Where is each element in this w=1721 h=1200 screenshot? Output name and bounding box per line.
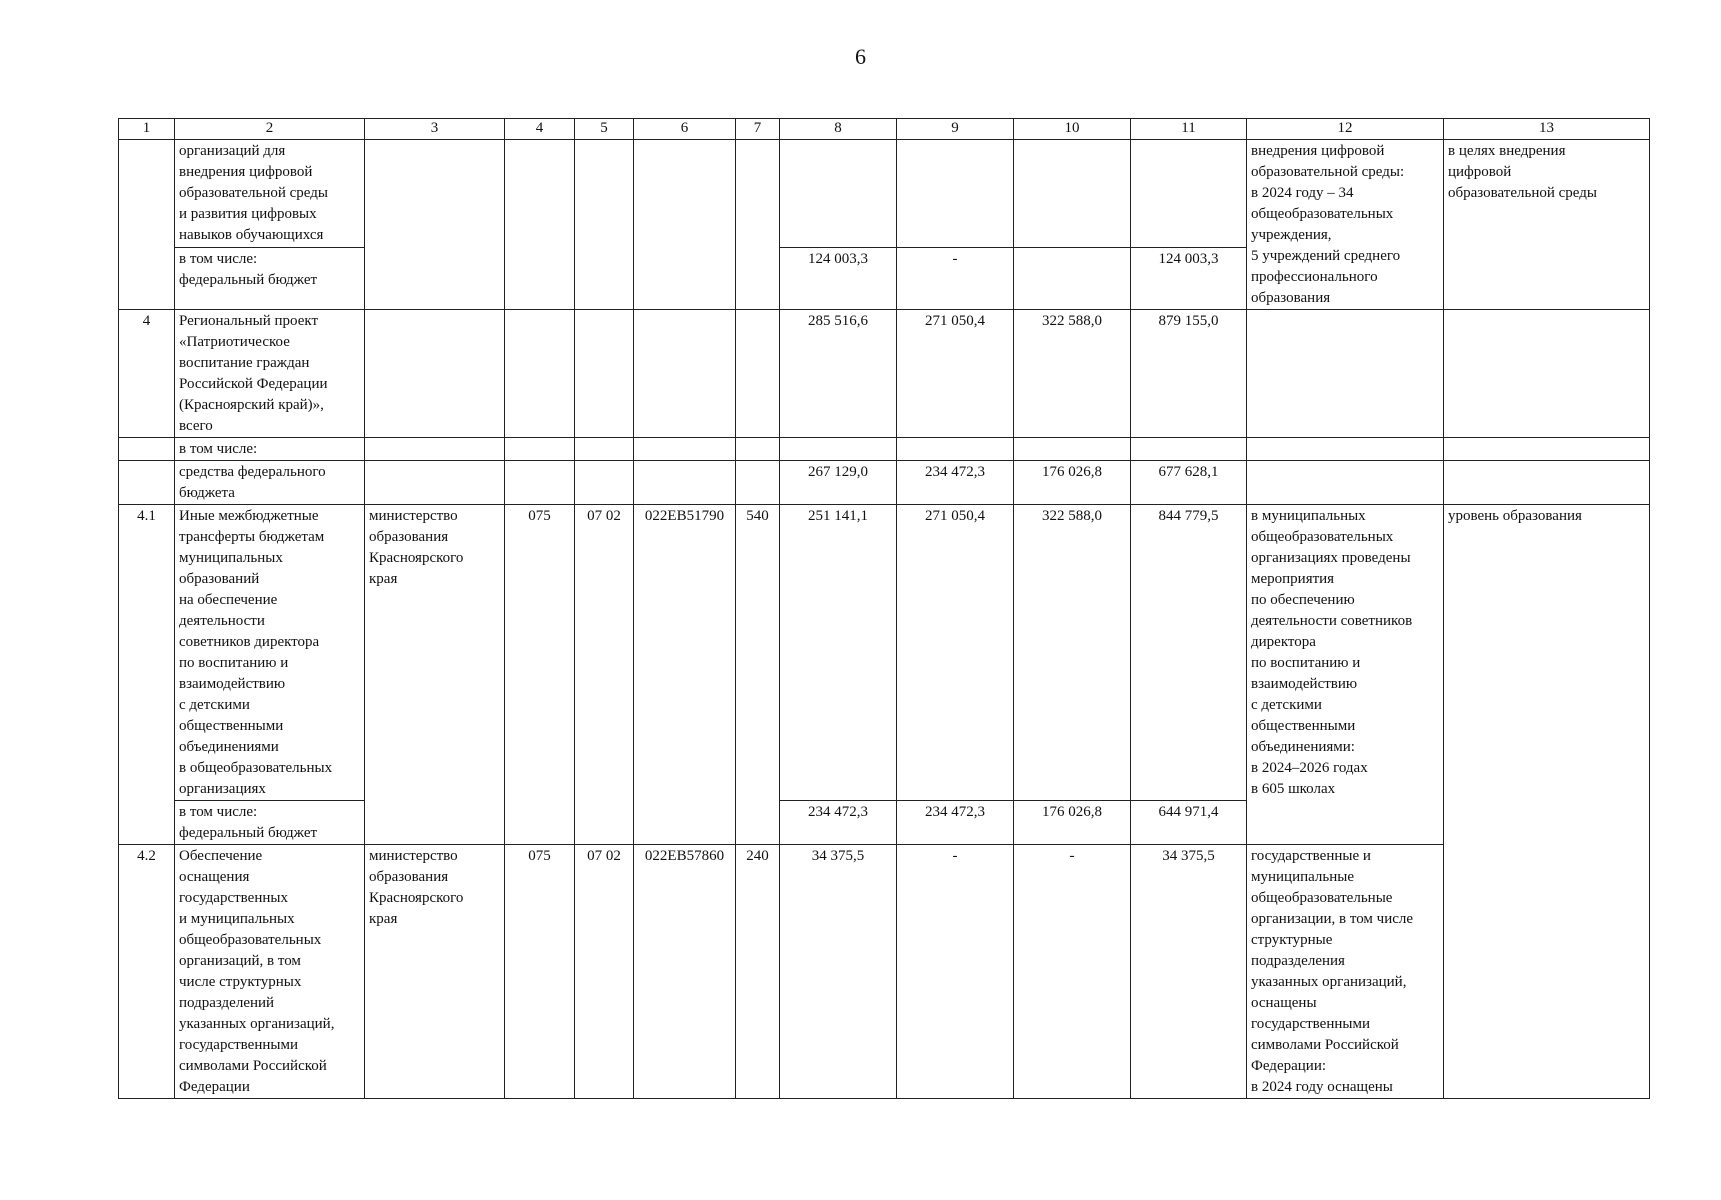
col-header-10: 10	[1014, 119, 1131, 140]
col-header-8: 8	[780, 119, 897, 140]
grbs-cell: 075	[505, 845, 575, 1099]
amount-2026-cell	[1014, 247, 1131, 309]
grbs-cell	[505, 310, 575, 438]
result-cell	[1247, 310, 1444, 438]
amount-2026-cell	[1014, 438, 1131, 461]
item-name-cell: Иные межбюджетные трансферты бюджетам муниципальных образований на обеспечение деятельности советников директора по воспитанию и взаимодействию с детскими общественными объединениями в общеобразовательных организациях	[175, 505, 365, 801]
col-header-13: 13	[1444, 119, 1650, 140]
amount-2024-cell: 34 375,5	[780, 845, 897, 1099]
amount-2025-cell: -	[897, 845, 1014, 1099]
csr-cell	[634, 310, 736, 438]
page-number: 6	[855, 44, 866, 69]
amount-total-cell: 677 628,1	[1131, 461, 1247, 505]
col-header-11: 11	[1131, 119, 1247, 140]
amount-2024-cell: 285 516,6	[780, 310, 897, 438]
purpose-cell	[1444, 461, 1650, 505]
table-row	[119, 845, 1650, 1099]
col-header-1: 1	[119, 119, 175, 140]
table-row	[119, 461, 1650, 505]
vr-cell	[736, 140, 780, 310]
amount-2026-cell: 176 026,8	[1014, 461, 1131, 505]
amount-2026-cell: 322 588,0	[1014, 505, 1131, 801]
responsible-cell	[365, 310, 505, 438]
row-number-cell	[119, 140, 175, 310]
grbs-cell	[505, 461, 575, 505]
rzpr-cell	[575, 461, 634, 505]
table-row	[119, 505, 1650, 801]
amount-total-cell	[1131, 438, 1247, 461]
result-cell	[1247, 461, 1444, 505]
amount-2024-cell	[780, 140, 897, 248]
col-header-12: 12	[1247, 119, 1444, 140]
rzpr-cell: 07 02	[575, 845, 634, 1099]
row-number-cell: 4.1	[119, 505, 175, 845]
result-cell: в муниципальных общеобразовательных организациях проведены мероприятия по обеспечению деятельности советников директора по воспитанию и взаимодействию с детскими общественными объединениями: в 2024–2026 годах в 605 школах	[1247, 505, 1444, 845]
amount-2024-cell: 251 141,1	[780, 505, 897, 801]
item-name-cell: Региональный проект «Патриотическое воспитание граждан Российской Федерации (Красноярский край)», всего	[175, 310, 365, 438]
column-number-row	[119, 119, 1650, 140]
rzpr-cell	[575, 140, 634, 310]
purpose-cell	[1444, 310, 1650, 438]
col-header-9: 9	[897, 119, 1014, 140]
csr-cell	[634, 438, 736, 461]
responsible-cell: министерство образования Красноярского края	[365, 505, 505, 845]
amount-2026-cell: 322 588,0	[1014, 310, 1131, 438]
amount-2026-cell: -	[1014, 845, 1131, 1099]
amount-total-cell	[1131, 140, 1247, 248]
item-name-cell: организаций для внедрения цифровой образовательной среды и развития цифровых навыков обучающихся	[175, 140, 365, 248]
result-cell: внедрения цифровой образовательной среды: в 2024 году – 34 общеобразовательных учреждения, 5 учреждений среднего профессионального образования	[1247, 140, 1444, 310]
purpose-cell	[1444, 438, 1650, 461]
vr-cell: 240	[736, 845, 780, 1099]
responsible-cell	[365, 140, 505, 310]
csr-cell	[634, 140, 736, 310]
amount-2026-cell: 176 026,8	[1014, 801, 1131, 845]
row-number-cell: 4	[119, 310, 175, 438]
result-cell: государственные и муниципальные общеобразовательные организации, в том числе структурные подразделения указанных организаций, оснащены государственными символами Российской Федерации: в 2024 году оснащены	[1247, 845, 1444, 1099]
amount-2024-cell: 267 129,0	[780, 461, 897, 505]
col-header-5: 5	[575, 119, 634, 140]
grbs-cell	[505, 438, 575, 461]
budget-table	[118, 118, 1650, 1099]
grbs-cell: 075	[505, 505, 575, 845]
rzpr-cell	[575, 310, 634, 438]
grbs-cell	[505, 140, 575, 310]
amount-2025-cell: 271 050,4	[897, 310, 1014, 438]
rzpr-cell: 07 02	[575, 505, 634, 845]
rzpr-cell	[575, 438, 634, 461]
amount-2025-cell	[897, 438, 1014, 461]
responsible-cell: министерство образования Красноярского края	[365, 845, 505, 1099]
vr-cell	[736, 310, 780, 438]
vr-cell: 540	[736, 505, 780, 845]
responsible-cell	[365, 438, 505, 461]
amount-2025-cell	[897, 140, 1014, 248]
responsible-cell	[365, 461, 505, 505]
amount-total-cell: 879 155,0	[1131, 310, 1247, 438]
amount-2025-cell: 234 472,3	[897, 461, 1014, 505]
purpose-cell: уровень образования	[1444, 505, 1650, 1099]
item-name-cell: средства федерального бюджета	[175, 461, 365, 505]
item-name-cell: в том числе: федеральный бюджет	[175, 247, 365, 309]
table-row	[119, 140, 1650, 248]
amount-2026-cell	[1014, 140, 1131, 248]
amount-2024-cell: 234 472,3	[780, 801, 897, 845]
amount-2024-cell: 124 003,3	[780, 247, 897, 309]
amount-2024-cell	[780, 438, 897, 461]
row-number-cell: 4.2	[119, 845, 175, 1099]
amount-total-cell: 34 375,5	[1131, 845, 1247, 1099]
vr-cell	[736, 438, 780, 461]
col-header-3: 3	[365, 119, 505, 140]
csr-cell	[634, 461, 736, 505]
table-row	[119, 310, 1650, 438]
row-number-cell	[119, 438, 175, 461]
csr-cell: 022EB51790	[634, 505, 736, 845]
row-number-cell	[119, 461, 175, 505]
result-cell	[1247, 438, 1444, 461]
item-name-cell: в том числе:	[175, 438, 365, 461]
csr-cell: 022EB57860	[634, 845, 736, 1099]
amount-total-cell: 644 971,4	[1131, 801, 1247, 845]
amount-2025-cell: 234 472,3	[897, 801, 1014, 845]
amount-2025-cell: -	[897, 247, 1014, 309]
col-header-2: 2	[175, 119, 365, 140]
col-header-7: 7	[736, 119, 780, 140]
vr-cell	[736, 461, 780, 505]
item-name-cell: Обеспечение оснащения государственных и муниципальных общеобразовательных организаций, в том числе структурных подразделений указанных организаций, государственными символами Российской Федерации	[175, 845, 365, 1099]
purpose-cell: в целях внедрения цифровой образовательной среды	[1444, 140, 1650, 310]
item-name-cell: в том числе: федеральный бюджет	[175, 801, 365, 845]
amount-total-cell: 124 003,3	[1131, 247, 1247, 309]
amount-total-cell: 844 779,5	[1131, 505, 1247, 801]
table-row	[119, 438, 1650, 461]
col-header-4: 4	[505, 119, 575, 140]
amount-2025-cell: 271 050,4	[897, 505, 1014, 801]
col-header-6: 6	[634, 119, 736, 140]
